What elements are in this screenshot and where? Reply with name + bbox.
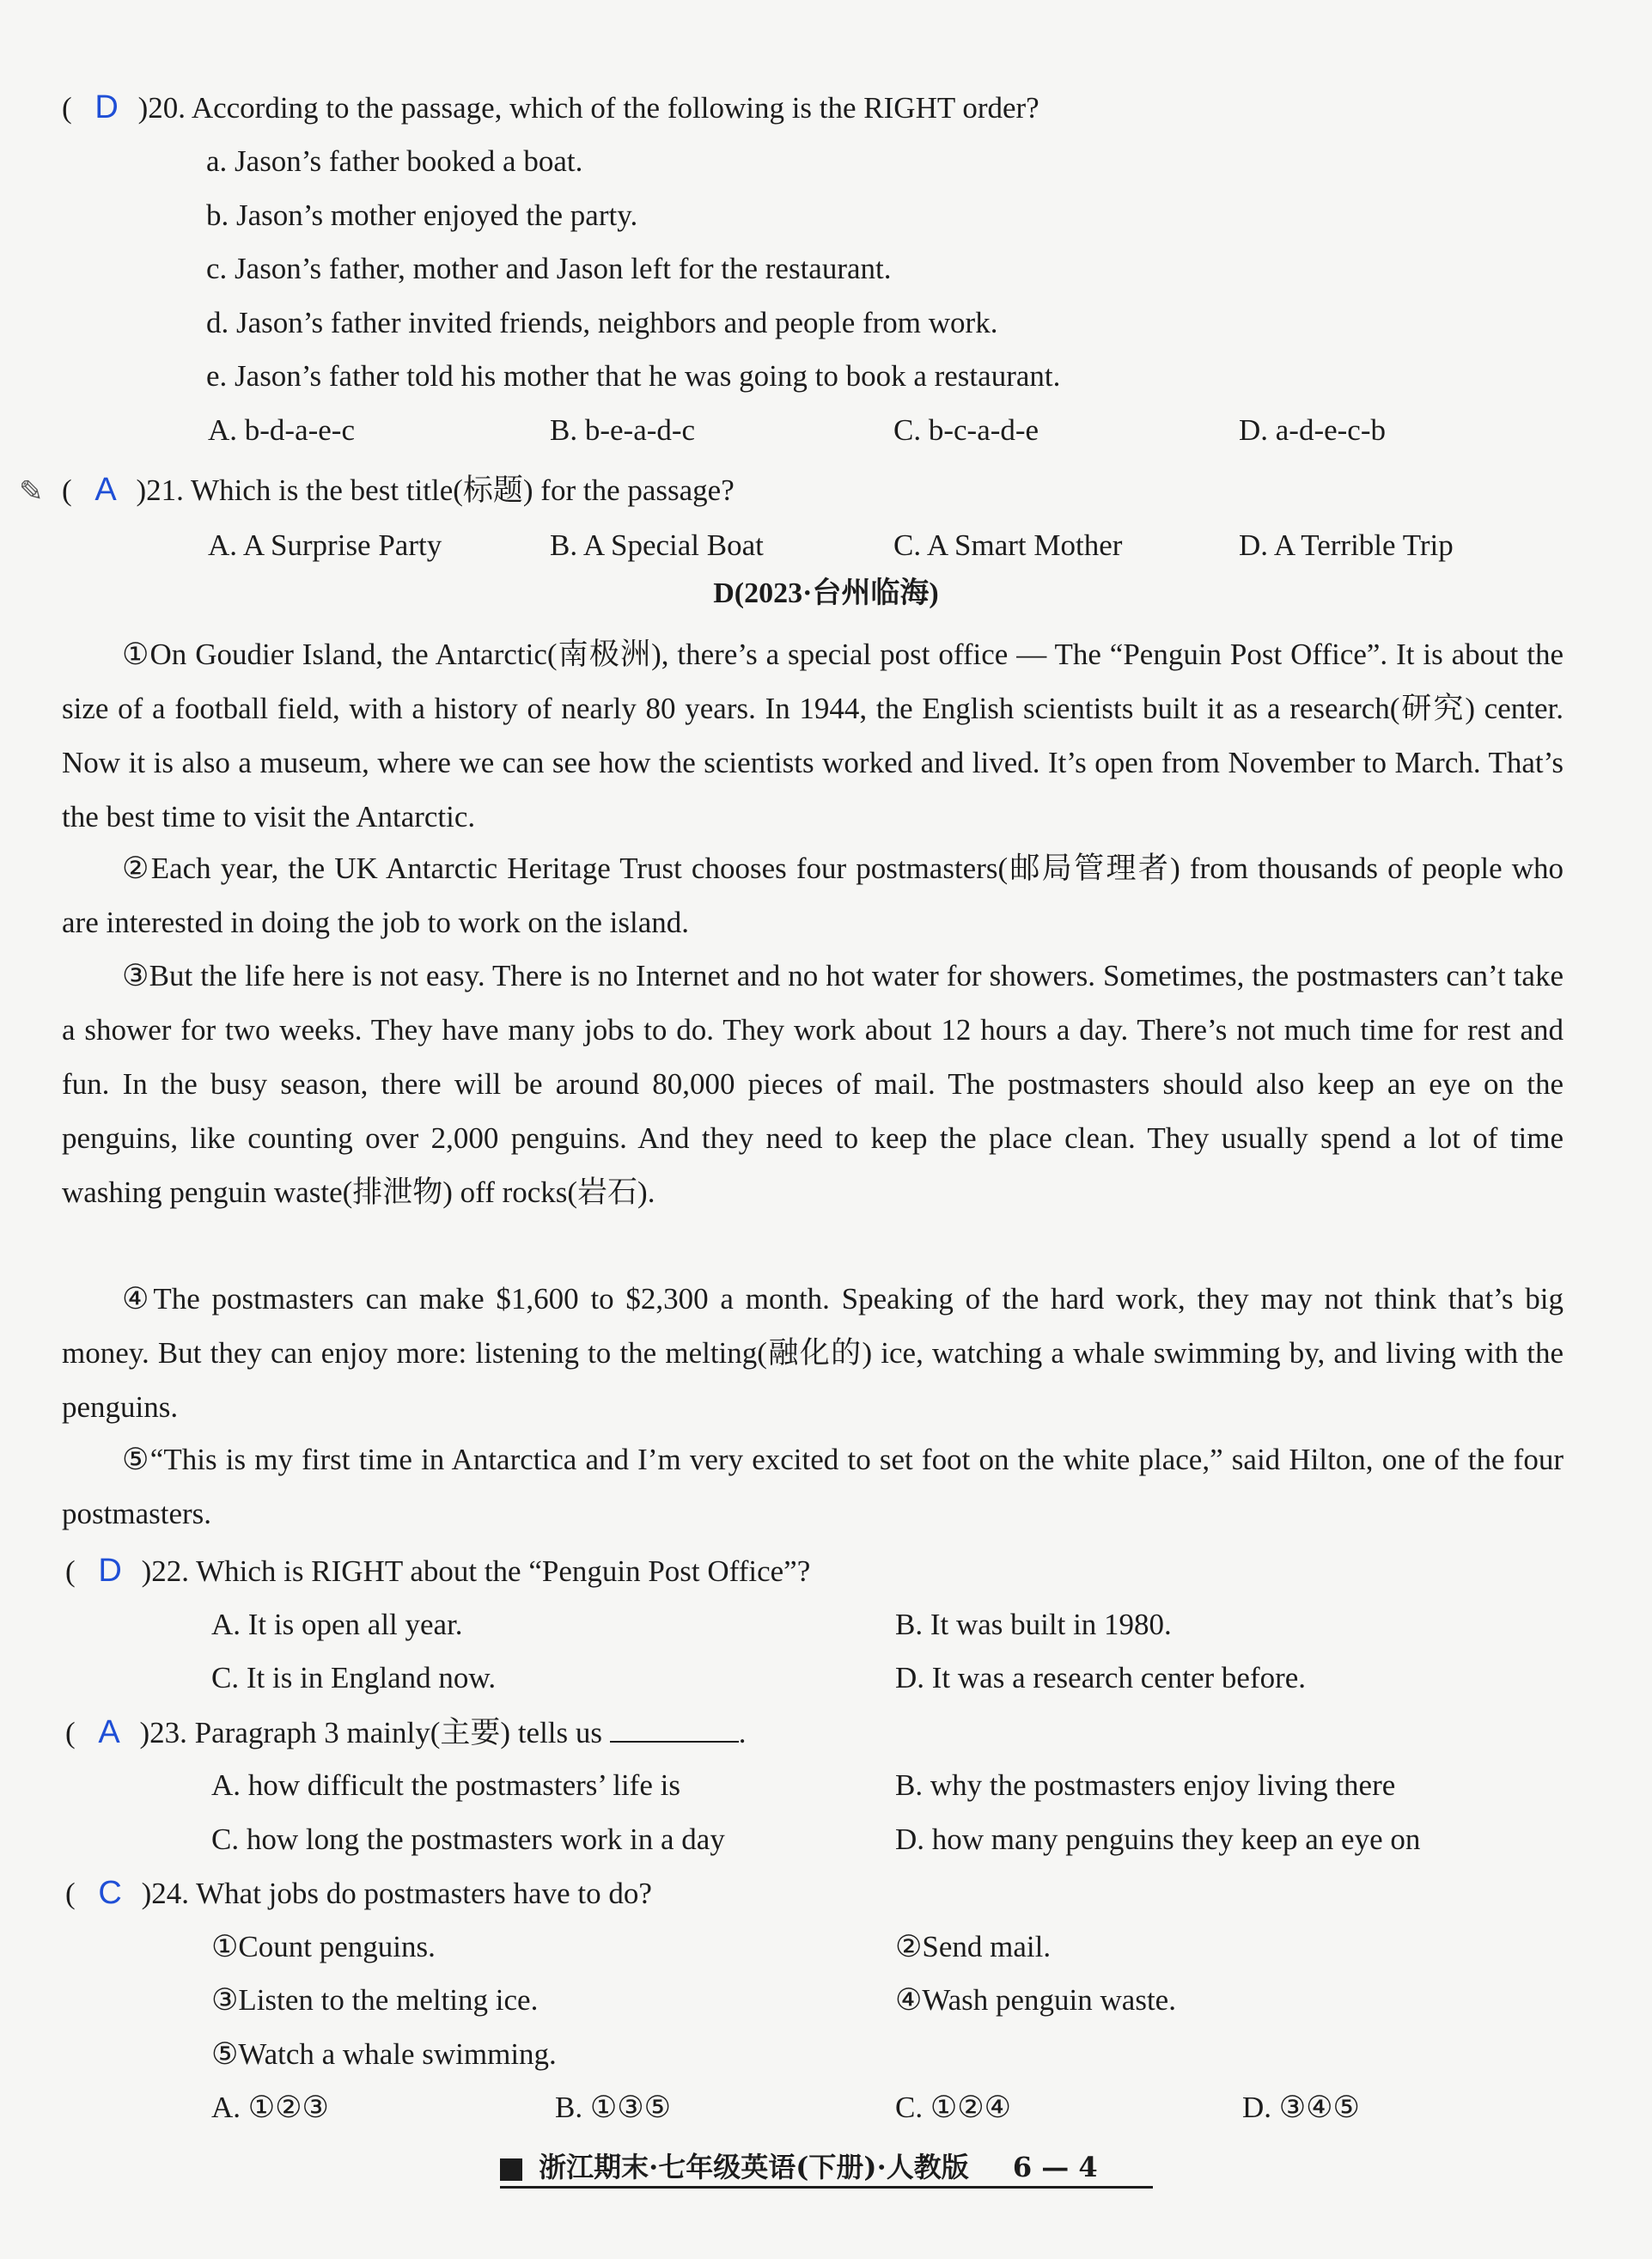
q24-answer: C [98, 1875, 122, 1911]
q22-line [65, 1551, 810, 1591]
q23-question-end: . [738, 1716, 747, 1749]
q21-option-c: C. A Smart Mother [893, 528, 1123, 562]
q23-option-b: B. why the postmasters enjoy living there [895, 1768, 1396, 1802]
q22-question: )22. Which is RIGHT about the “Penguin Post Office”? [141, 1554, 811, 1588]
q21-option-a: A. A Surprise Party [208, 528, 442, 562]
q21-answer: A [94, 472, 117, 508]
q21-question: )21. Which is the best title(标题) for the passage? [136, 473, 735, 507]
q23-option-c: C. how long the postmasters work in a day [211, 1822, 725, 1856]
page-footer [500, 2148, 1153, 2189]
q20-item-c: c. Jason’s father, mother and Jason left for the restaurant. [206, 252, 892, 285]
q23-answer: A [98, 1714, 120, 1750]
q21-option-d: D. A Terrible Trip [1239, 528, 1454, 562]
footer-text: 浙江期末·七年级英语(下册)·人教版 [539, 2151, 969, 2183]
paragraph-2: ②Each year, the UK Antarctic Heritage Trust chooses four postmasters(邮局管理者) from thousands of people who are interested in doing the job to work on the island. [62, 852, 1564, 939]
q23-answer-blank [610, 1715, 739, 1743]
q21-option-b: B. A Special Boat [550, 528, 764, 562]
q24-item-2: ②Send mail. [895, 1930, 1052, 1963]
q23-option-d: D. how many penguins they keep an eye on [895, 1822, 1421, 1856]
q24-question: )24. What jobs do postmasters have to do? [141, 1877, 652, 1910]
q20-option-d: D. a-d-e-c-b [1239, 413, 1387, 447]
q24-item-5: ⑤Watch a whale swimming. [211, 2037, 557, 2071]
q22-answer: D [98, 1553, 122, 1589]
q20-item-d: d. Jason’s father invited friends, neighbors and people from work. [206, 306, 998, 339]
q20-option-b: B. b-e-a-d-c [550, 413, 696, 447]
q23-question: )23. Paragraph 3 mainly(主要) tells us [139, 1716, 603, 1749]
q24-option-d: D. ③④⑤ [1242, 2091, 1360, 2124]
q24-item-3: ③Listen to the melting ice. [211, 1983, 539, 2017]
q20-answer: D [94, 89, 119, 125]
q22-option-a: A. It is open all year. [211, 1608, 463, 1641]
q21-line [62, 470, 735, 510]
open-paren: ( [65, 1877, 76, 1910]
q20-question: )20. According to the passage, which of the following is the RIGHT order? [137, 91, 1039, 125]
open-paren: ( [62, 91, 72, 125]
q20-item-e: e. Jason’s father told his mother that he was going to book a restaurant. [206, 359, 1061, 393]
q24-item-4: ④Wash penguin waste. [895, 1983, 1176, 2017]
page-number: 6 — 4 [1012, 2151, 1098, 2183]
q20-option-c: C. b-c-a-d-e [893, 413, 1039, 447]
paragraph-3: ③But the life here is not easy. There is no Internet and no hot water for showers. Sometimes, the postmasters can’t take a shower for two weeks. They have many jobs to do. They work about 12 hours a day. There’s not much time for rest and fun. In the busy season, there will be around 80,000 pieces of mail. The postmasters should also keep an eye on the penguins, like counting over 2,000 penguins. And they need to keep the place clean. They usually spend a lot of time washing penguin waste(排泄物) off rocks(岩石). [62, 959, 1564, 1209]
open-paren: ( [62, 473, 72, 507]
q24-option-b: B. ①③⑤ [555, 2091, 671, 2124]
q22-option-d: D. It was a research center before. [895, 1661, 1307, 1694]
paragraph-1: ①On Goudier Island, the Antarctic(南极洲), there’s a special post office — The “Penguin Post Office”. It is about the size of a football field, with a history of nearly 80 years. In 1944, the English scientists built it as a research(研究) center. Now it is also a museum, where we can see how the scientists worked and lived. It’s open from November to March. That’s the best time to visit the Antarctic. [62, 638, 1564, 833]
q20-item-b: b. Jason’s mother enjoyed the party. [206, 198, 638, 232]
q23-option-a: A. how difficult the postmasters’ life is [211, 1768, 680, 1802]
paragraph-5: ⑤“This is my first time in Antarctica and I’m very excited to set foot on the white place,” said Hilton, one of the four postmasters. [62, 1443, 1564, 1530]
q20-option-a: A. b-d-a-e-c [208, 413, 356, 447]
open-paren: ( [65, 1716, 76, 1749]
paragraph-4: ④The postmasters can make $1,600 to $2,300 a month. Speaking of the hard work, they may not think that’s big money. But they can enjoy more: listening to the melting(融化的) ice, watching a whale swimming by, and living with the penguins. [62, 1282, 1564, 1424]
q23-line [65, 1713, 747, 1753]
open-paren: ( [65, 1554, 76, 1588]
q20-line [62, 88, 1039, 128]
pen-mark-icon: ✎ [19, 476, 44, 508]
section-title: D(2023·台州临海) [713, 577, 939, 609]
q24-line [65, 1873, 652, 1914]
footer-square-icon [500, 2158, 522, 2181]
q20-item-a: a. Jason’s father booked a boat. [206, 144, 583, 178]
q24-option-c: C. ①②④ [895, 2091, 1011, 2124]
q22-option-c: C. It is in England now. [211, 1661, 497, 1694]
q24-item-1: ①Count penguins. [211, 1930, 436, 1963]
q22-option-b: B. It was built in 1980. [895, 1608, 1172, 1641]
q24-option-a: A. ①②③ [211, 2091, 329, 2124]
